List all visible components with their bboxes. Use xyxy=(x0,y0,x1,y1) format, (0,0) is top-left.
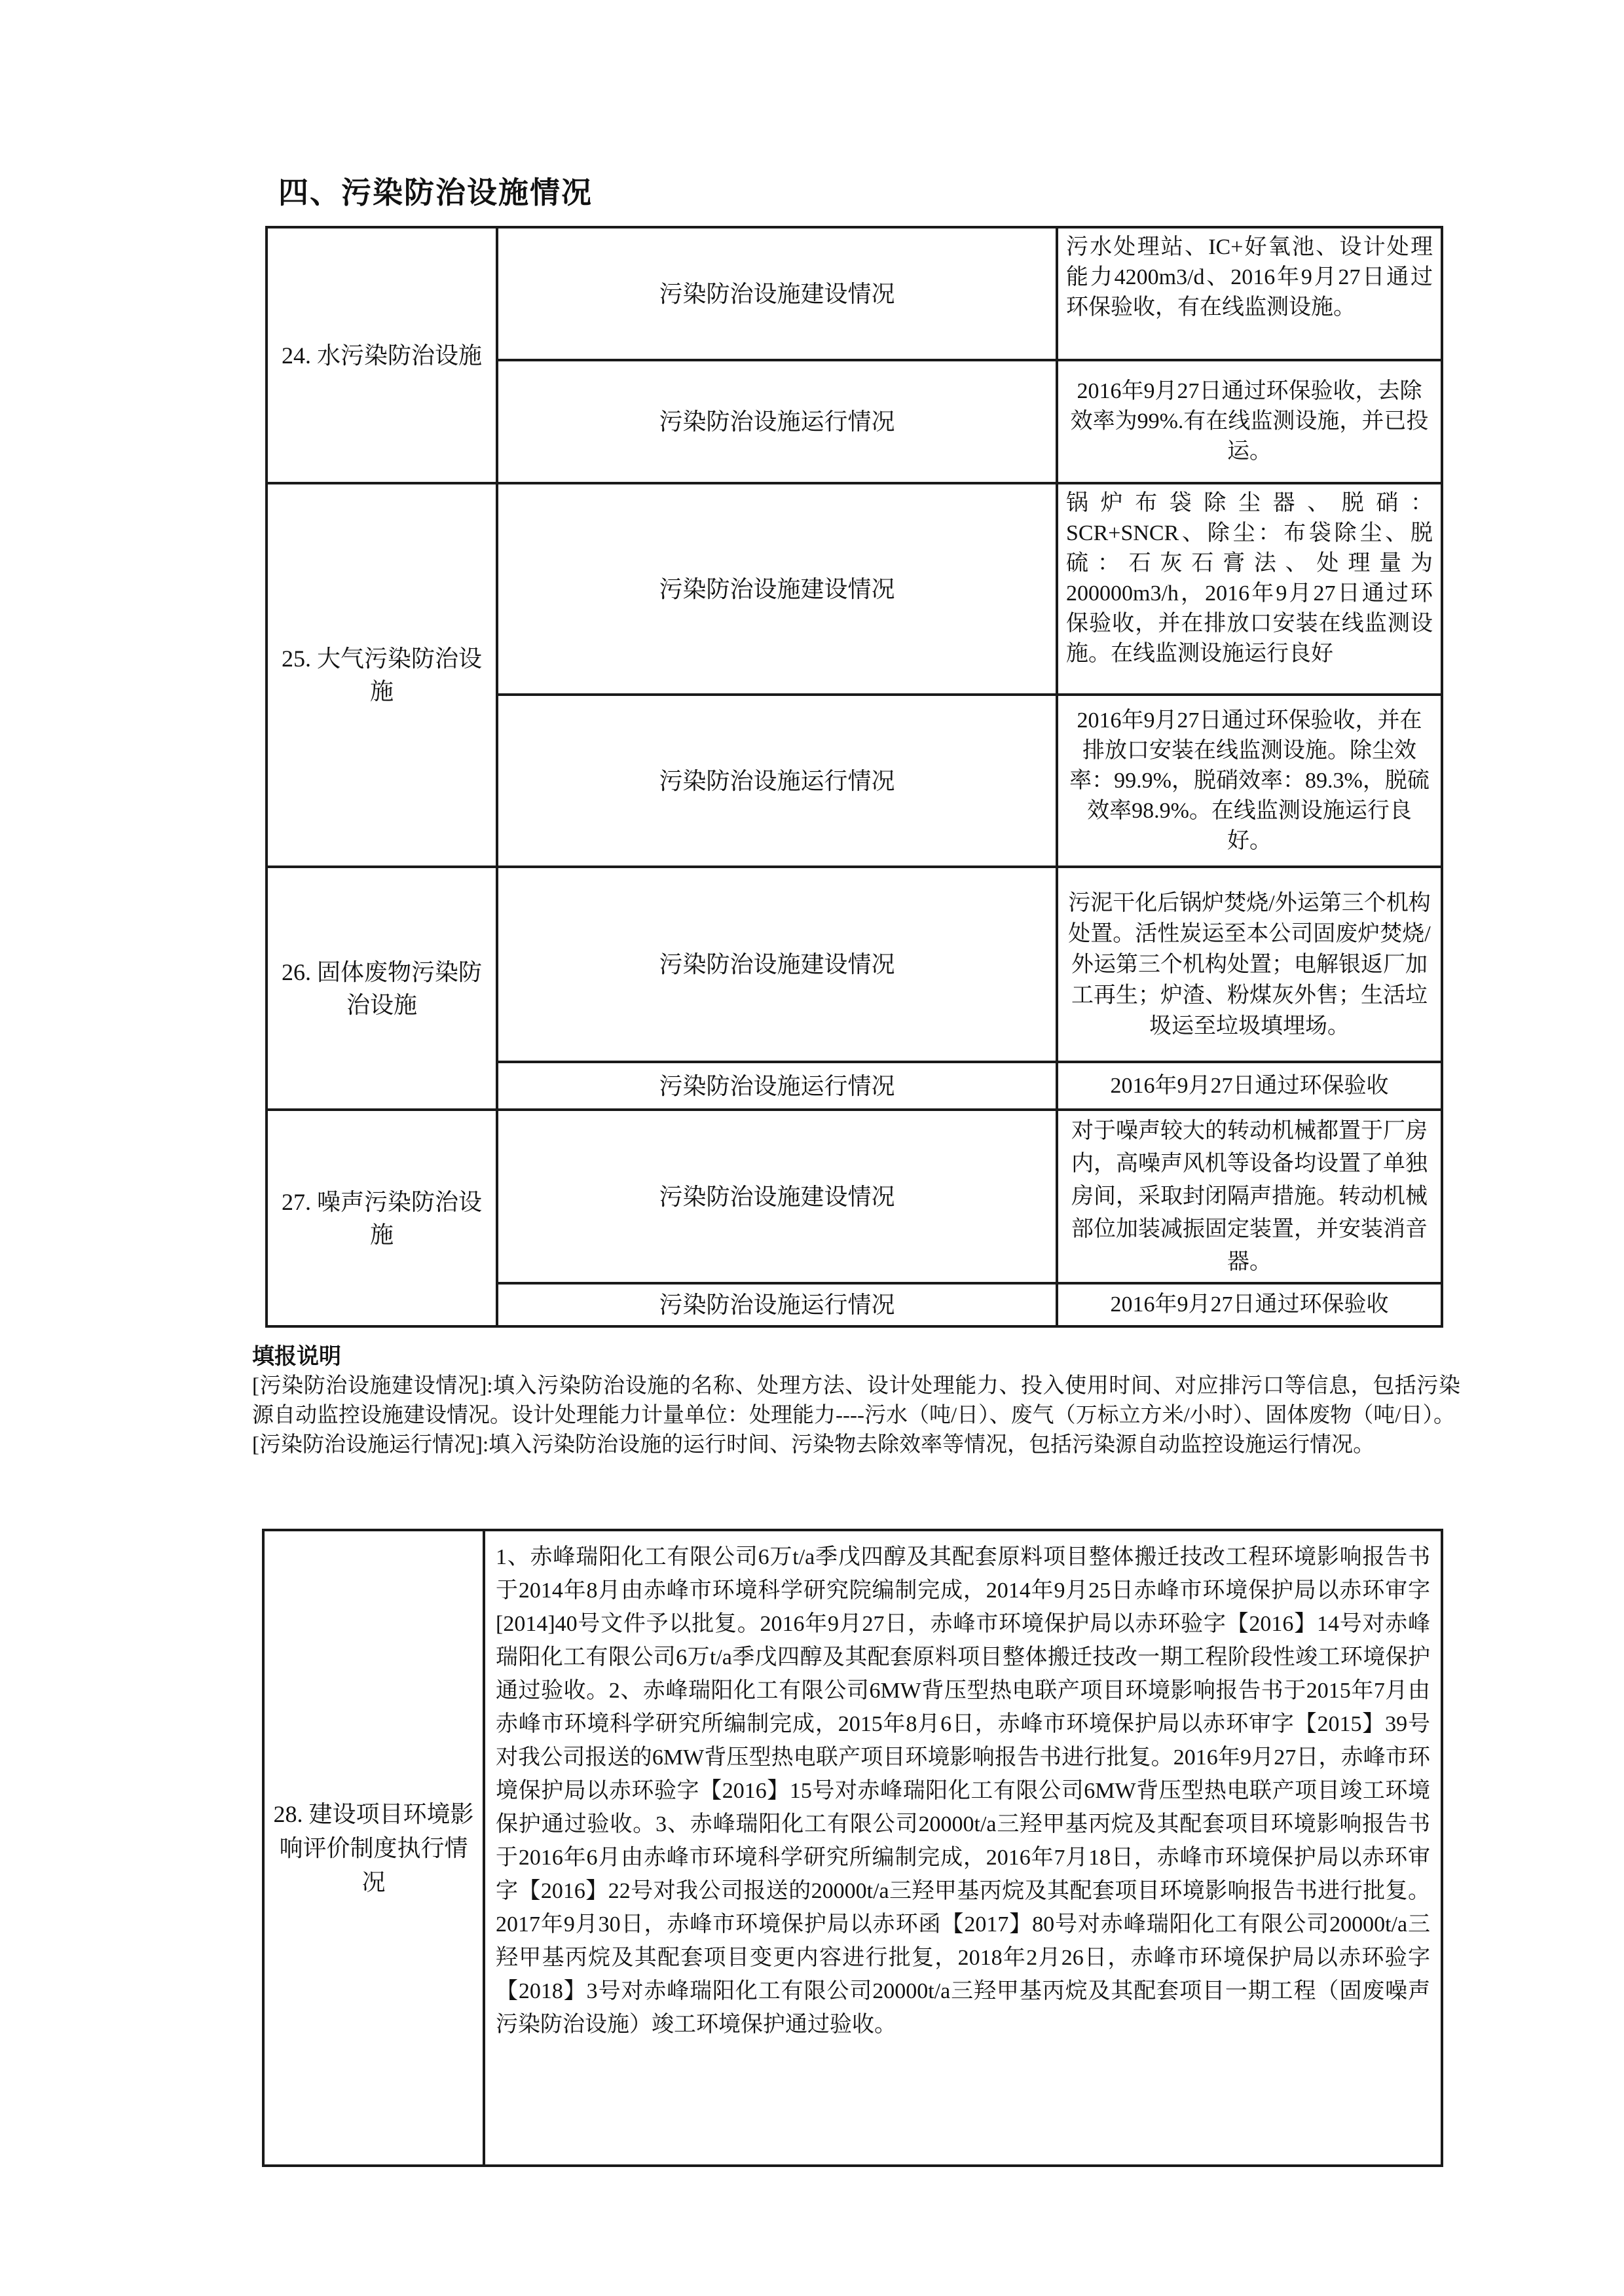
eia-table xyxy=(262,1529,1443,2167)
facility-row-label-27: 27. 噪声污染防治设施 xyxy=(281,1188,482,1248)
eia-row-label-28: 28. 建设项目环境影响评价制度执行情况 xyxy=(273,1800,474,1895)
construction-content-cell-26: 污泥干化后锅炉焚烧/外运第三个机构处置。活性炭运至本公司固废炉焚烧/外运第三个机构处置；电解银返厂加工再生；炉渣、粉煤灰外售；生活垃圾运至垃圾填埋场。 xyxy=(1068,890,1431,1038)
operation-header-cell: 污染防治设施运行情况 xyxy=(659,1072,895,1099)
notes-paragraph-operation: [污染防治设施运行情况]:填入污染防治设施的运行时间、污染物去除效率等情况，包括污染源自动监控设施运行情况。 xyxy=(252,1433,1375,1457)
operation-content-cell-27: 2016年9月27日通过环保验收 xyxy=(1110,1292,1389,1317)
table-row xyxy=(267,867,1442,1062)
operation-content-cell-25: 2016年9月27日通过环保验收，并在排放口安装在线监测设施。除尘效率：99.9%，脱硝效率：89.3%，脱硫效率98.9%。在线监测设施运行良好。 xyxy=(1069,708,1430,853)
construction-content-cell-25: 锅炉布袋除尘器、脱硝：SCR+SNCR、除尘：布袋除尘、脱硫：石灰石膏法、处理量为200000m3/h，2016年9月27日通过环保验收，并在排放口安装在线监测设施。在线监测设施运行良好 xyxy=(1066,491,1433,666)
table-row xyxy=(267,1110,1442,1283)
page-title: 四、污染防治设施情况 xyxy=(278,176,593,210)
table-row xyxy=(267,227,1442,360)
facility-row-label-26: 26. 固体废物污染防治设施 xyxy=(281,958,482,1018)
construction-content-cell-24: 污水处理站、IC+好氧池、设计处理能力4200m3/d、2016年9月27日通过环保验收，有在线监测设施。 xyxy=(1066,235,1433,319)
notes-section xyxy=(252,1342,1460,1460)
pollution-facilities-table xyxy=(265,226,1443,1328)
notes-heading: 填报说明 xyxy=(252,1345,341,1369)
operation-header-cell: 污染防治设施运行情况 xyxy=(659,1292,895,1318)
construction-content-cell-27: 对于噪声较大的转动机械都置于厂房内，高噪声风机等设备均设置了单独房间，采取封闭隔声措施。转动机械部位加装减振固定装置，并安装消音器。 xyxy=(1071,1118,1428,1274)
construction-header-cell: 污染防治设施建设情况 xyxy=(659,575,895,602)
operation-content-cell-26: 2016年9月27日通过环保验收 xyxy=(1110,1073,1389,1098)
operation-header-cell: 污染防治设施运行情况 xyxy=(659,767,895,794)
table-row xyxy=(263,1530,1442,2166)
notes-paragraph-construction: [污染防治设施建设情况]:填入污染防治设施的名称、处理方法、设计处理能力、投入使用时间、对应排污口等信息，包括污染源自动监控设施建设情况。设计处理能力计量单位：处理能力----污水（吨/日）、废气（万标立方米/小时）、固体废物（吨/日）。 xyxy=(252,1374,1460,1427)
operation-content-cell-24: 2016年9月27日通过环保验收，去除效率为99%.有在线监测设施，并已投运。 xyxy=(1070,379,1429,464)
table-row xyxy=(267,483,1442,695)
facility-row-label-25: 25. 大气污染防治设施 xyxy=(281,646,482,704)
construction-header-cell: 污染防治设施建设情况 xyxy=(659,1183,895,1210)
operation-header-cell: 污染防治设施运行情况 xyxy=(659,409,895,435)
construction-header-cell: 污染防治设施建设情况 xyxy=(659,280,895,307)
eia-content-cell-28: 1、赤峰瑞阳化工有限公司6万t/a季戊四醇及其配套原料项目整体搬迁技改工程环境影响报告书于2014年8月由赤峰市环境科学研究院编制完成，2014年9月25日赤峰市环境保护局以赤环审字[2014]40号文件予以批复。2016年9月27日，赤峰市环境保护局以赤环验字【2016】14号对赤峰瑞阳化工有限公司6万t/a季戊四醇及其配套原料项目整体搬迁技改一期工程阶段性竣工环境保护通过验收。2、赤峰瑞阳化工有限公司6MW背压型热电联产项目环境影响报告书于2015年7月由赤峰市环境科学研究所编制完成，2015年8月6日，赤峰市环境保护局以赤环审字【2015】39号对我公司报送的6MW背压型热电联产项目环境影响报告书进行批复。2016年9月27日，赤峰市环境保护局以赤环验字【2016】15号对赤峰瑞阳化工有限公司6MW背压型热电联产项目竣工环境保护通过验收。3、赤峰瑞阳化工有限公司20000t/a三羟甲基丙烷及其配套项目环境影响报告书于2016年6月由赤峰市环境科学研究所编制完成，2016年7月18日，赤峰市环境保护局以赤环审字【2016】22号对我公司报送的20000t/a三羟甲基丙烷及其配套项目环境影响报告书进行批复。2017年9月30日，赤峰市环境保护局以赤环函【2017】80号对赤峰瑞阳化工有限公司20000t/a三羟甲基丙烷及其配套项目变更内容进行批复，2018年2月26日，赤峰市环境保护局以赤环验字【2018】3号对赤峰瑞阳化工有限公司20000t/a三羟甲基丙烷及其配套项目一期工程（固废噪声污染防治设施）竣工环境保护通过验收。 xyxy=(496,1545,1430,2037)
construction-header-cell: 污染防治设施建设情况 xyxy=(659,951,895,977)
facility-row-label-24: 24. 水污染防治设施 xyxy=(281,342,482,369)
